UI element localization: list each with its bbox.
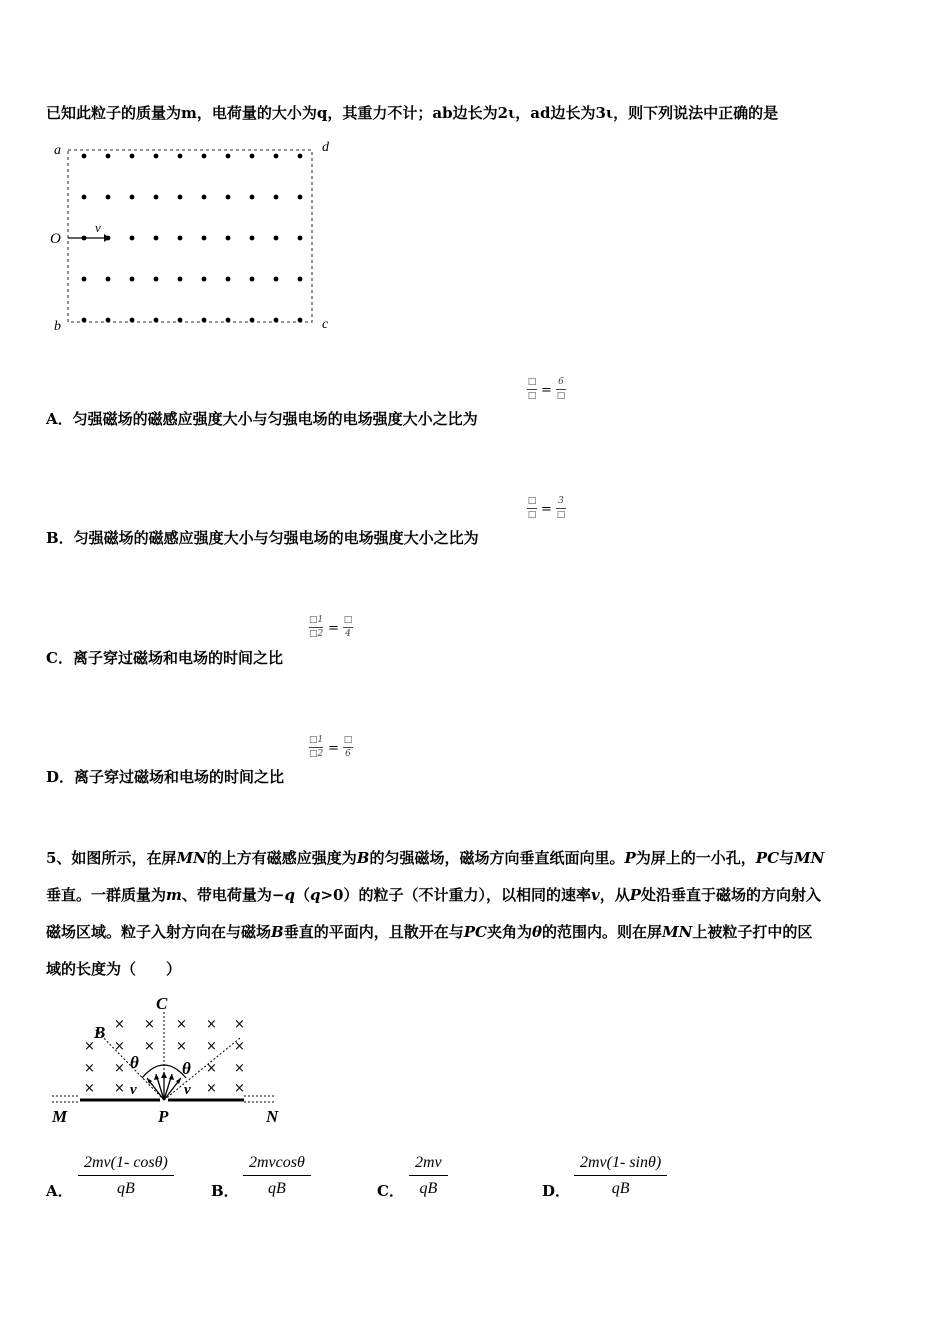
q4-option-b-equals: =: [541, 502, 552, 517]
field-cross: ×: [176, 1017, 187, 1032]
field-dot: [178, 236, 183, 241]
q5-option-c-formula[interactable]: $\frac{2mv}{qB}$: [409, 1154, 448, 1198]
field-dot: [106, 277, 111, 282]
q4-option-b-frac-left: □ □: [527, 496, 537, 520]
field-dot: [154, 277, 159, 282]
field-dot: [250, 195, 255, 200]
field-dot: [82, 277, 87, 282]
field-dot: [130, 277, 135, 282]
field-dot: [202, 236, 207, 241]
field-dot: [274, 236, 279, 241]
q5-screen-figure: [44, 990, 294, 1130]
q4-option-a-frac-left: □ □: [527, 377, 537, 401]
field-cross: ×: [84, 1081, 95, 1096]
field-cross: ×: [114, 1017, 125, 1032]
q4-option-b-frac-right: 3 □: [556, 496, 566, 520]
q5-option-c-letter[interactable]: C．: [377, 1182, 404, 1200]
field-dot: [202, 154, 207, 159]
q5-option-a-formula[interactable]: $\frac{2mv(1- \cos\theta)}{qB}$: [78, 1154, 174, 1198]
q4-stem: 已知此粒子的质量为m，电荷量的大小为q，其重力不计；ab边长为2ι，ad边长为3ι，则下列说法中正确的是: [46, 104, 779, 122]
field-dot: [178, 318, 183, 323]
field-dot: [130, 236, 135, 241]
q5-line-4: 域的长度为（ ）: [46, 960, 182, 978]
field-cross: ×: [176, 1039, 187, 1054]
q4-option-b[interactable]: B．匀强磁场的磁感应强度大小与匀强电场的电场强度大小之比为: [46, 529, 479, 547]
field-dot: [130, 318, 135, 323]
field-dot: [274, 154, 279, 159]
q4-option-d[interactable]: D．离子穿过磁场和电场的时间之比: [46, 768, 285, 786]
velocity-arrowhead: [104, 234, 110, 242]
label-v-left: v: [130, 1082, 137, 1098]
field-cross: ×: [84, 1039, 95, 1054]
field-cross: ×: [84, 1061, 95, 1076]
field-dot: [298, 154, 303, 159]
field-dot: [154, 195, 159, 200]
field-dot: [250, 154, 255, 159]
corner-b-label: b: [54, 319, 61, 334]
field-cross: ×: [144, 1039, 155, 1054]
field-dot: [202, 277, 207, 282]
q4-option-c-frac-right: □ 4: [343, 615, 353, 639]
label-M: M: [52, 1107, 68, 1126]
field-dot: [226, 195, 231, 200]
label-C: C: [156, 994, 168, 1013]
field-cross: ×: [206, 1039, 217, 1054]
field-dot: [82, 154, 87, 159]
q5-stem: [46, 840, 906, 988]
q5-option-b-letter[interactable]: B．: [211, 1182, 239, 1200]
corner-d-label: d: [322, 140, 329, 155]
field-cross: ×: [114, 1081, 125, 1096]
field-dot: [130, 154, 135, 159]
q5-option-d-letter[interactable]: D．: [542, 1182, 571, 1200]
q4-option-d-equals: =: [328, 741, 339, 756]
field-dot: [250, 277, 255, 282]
q4-option-d-frac-right: □ 6: [343, 735, 353, 759]
field-dot: [82, 195, 87, 200]
label-N: N: [266, 1107, 279, 1126]
field-dot: [274, 195, 279, 200]
q4-option-a-equals: =: [541, 383, 552, 398]
field-dot: [106, 318, 111, 323]
field-dot: [298, 318, 303, 323]
field-dot: [154, 154, 159, 159]
field-cross: ×: [206, 1061, 217, 1076]
corner-c-label: c: [322, 317, 329, 332]
label-theta-right: θ: [182, 1059, 191, 1078]
field-dot: [298, 195, 303, 200]
field-cross: ×: [206, 1081, 217, 1096]
q5-line-1: 5、如图所示，在屏MN的上方有磁感应强度为B的匀强磁场，磁场方向垂直纸面向里。P为屏上的一小孔，PC与MN: [46, 849, 825, 867]
q4-option-c-equals: =: [328, 621, 339, 636]
field-dot: [82, 318, 87, 323]
field-cross: ×: [114, 1039, 125, 1054]
velocity-label: v: [95, 220, 101, 235]
field-dot: [274, 318, 279, 323]
label-B: B: [94, 1023, 106, 1042]
label-theta-left: θ: [130, 1053, 139, 1072]
q4-option-a-frac-right: 6 □: [556, 377, 566, 401]
field-dot: [154, 318, 159, 323]
field-cross: ×: [144, 1017, 155, 1032]
q5-line-3: 磁场区域。粒子入射方向在与磁场B垂直的平面内，且散开在与PC夹角为θ的范围内。则在屏MN上被粒子打中的区: [46, 923, 813, 941]
field-dot: [250, 318, 255, 323]
field-dot: [202, 318, 207, 323]
field-dot: [226, 154, 231, 159]
q5-line-2: 垂直。一群质量为m、带电荷量为−q（q>0）的粒子（不计重力），以相同的速率v，从P处沿垂直于磁场的方向射入: [46, 886, 822, 904]
field-dot: [298, 277, 303, 282]
field-dot: [250, 236, 255, 241]
field-dot: [178, 277, 183, 282]
field-dot: [154, 236, 159, 241]
field-dot: [178, 154, 183, 159]
field-cross: ×: [114, 1061, 125, 1076]
q4-option-d-frac-left: □1 □2: [309, 735, 324, 759]
q4-field-figure: [44, 136, 344, 336]
q5-option-a-letter[interactable]: A．: [46, 1182, 73, 1200]
corner-a-label: a: [54, 143, 61, 158]
field-dots: [82, 154, 303, 323]
origin-O-label: O: [50, 231, 61, 247]
q4-option-c[interactable]: C．离子穿过磁场和电场的时间之比: [46, 649, 283, 667]
field-dot: [106, 195, 111, 200]
q5-option-b-formula[interactable]: $\frac{2mvcos\theta}{qB}$: [243, 1154, 311, 1198]
field-dot: [202, 195, 207, 200]
field-dot: [226, 318, 231, 323]
field-cross: ×: [234, 1017, 245, 1032]
field-cross: ×: [234, 1039, 245, 1054]
field-dot: [178, 195, 183, 200]
field-cross: ×: [206, 1017, 217, 1032]
field-dot: [226, 277, 231, 282]
label-v-right: v: [184, 1082, 191, 1098]
field-dot: [106, 154, 111, 159]
field-dot: [274, 277, 279, 282]
q5-option-d-formula[interactable]: $\frac{2mv(1- \sin\theta)}{qB}$: [574, 1154, 667, 1198]
field-dot: [298, 236, 303, 241]
q4-option-c-frac-left: □1 □2: [309, 615, 324, 639]
q4-option-a[interactable]: A．匀强磁场的磁感应强度大小与匀强电场的电场强度大小之比为: [46, 410, 478, 428]
label-P: P: [158, 1107, 169, 1126]
field-cross: ×: [234, 1081, 245, 1096]
field-dot: [130, 195, 135, 200]
field-dot: [226, 236, 231, 241]
field-cross: ×: [234, 1061, 245, 1076]
